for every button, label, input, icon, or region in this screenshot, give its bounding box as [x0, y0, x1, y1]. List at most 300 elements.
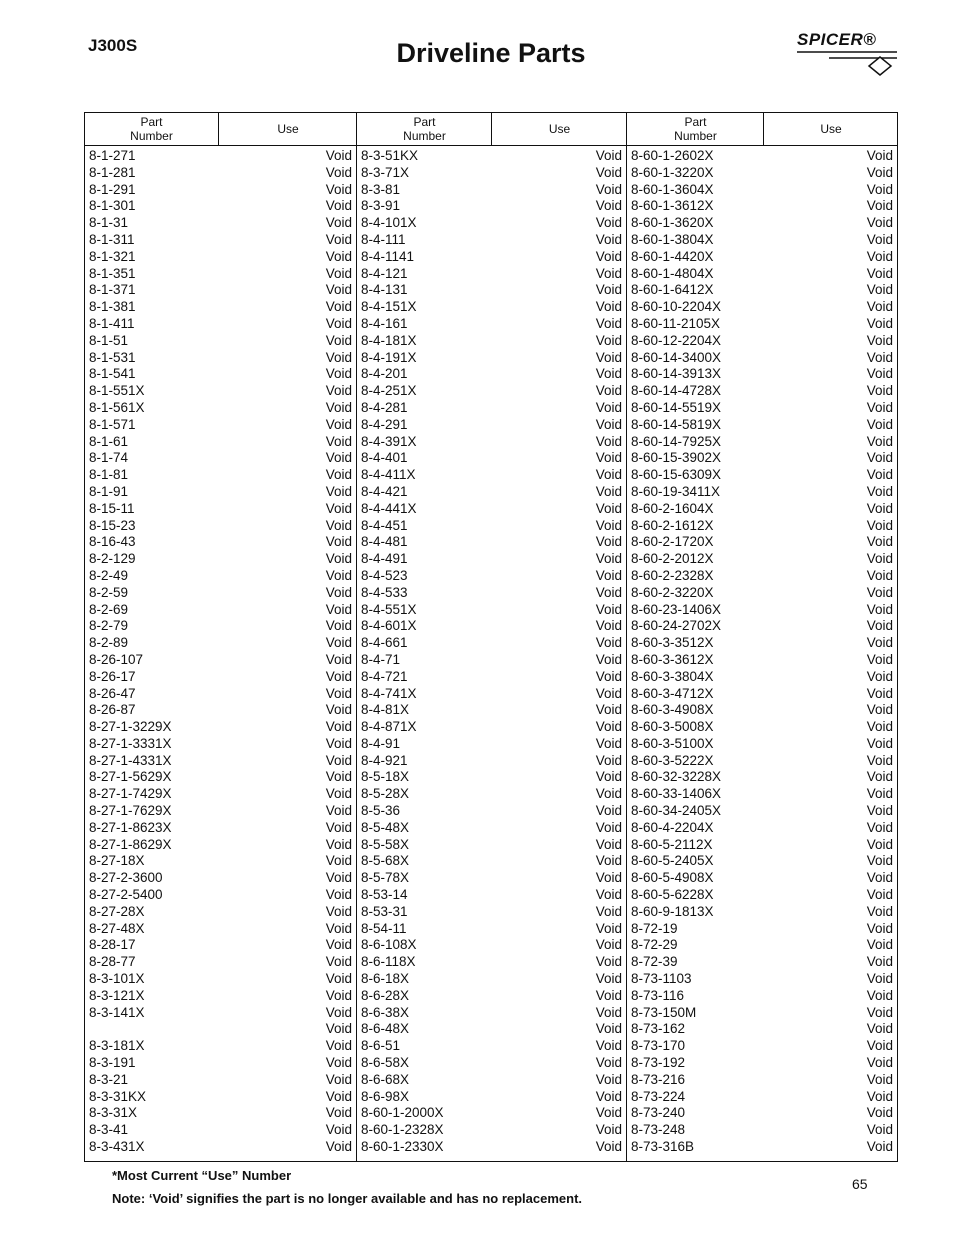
use-value: Void — [866, 702, 893, 718]
table-row — [627, 434, 897, 451]
part-number: 8-4-391X — [361, 433, 417, 449]
part-number: 8-1-311 — [89, 231, 135, 247]
part-number: 8-60-5-2405X — [631, 853, 714, 869]
part-number: 8-60-15-6309X — [631, 467, 722, 483]
part-number: 8-60-14-5519X — [631, 399, 722, 415]
table-row — [357, 887, 626, 904]
part-number: 8-4-201 — [361, 366, 408, 382]
table-row — [85, 1105, 356, 1122]
table-row — [357, 198, 626, 215]
use-value: Void — [866, 920, 893, 936]
table-row — [627, 1005, 897, 1022]
use-value: Void — [595, 315, 622, 331]
use-value: Void — [595, 248, 622, 264]
table-row — [627, 1139, 897, 1156]
column-header-part: Part Number — [130, 115, 173, 143]
use-value: Void — [595, 416, 622, 432]
use-value: Void — [595, 148, 622, 163]
use-value: Void — [595, 231, 622, 247]
use-value: Void — [866, 148, 893, 163]
part-number: 8-73-170 — [631, 1038, 686, 1054]
table-row — [357, 232, 626, 249]
use-value: Void — [325, 836, 352, 852]
use-value: Void — [595, 1021, 622, 1037]
use-value: Void — [866, 215, 893, 231]
table-row — [627, 400, 897, 417]
use-value: Void — [866, 366, 893, 382]
use-value: Void — [595, 786, 622, 802]
use-value: Void — [866, 231, 893, 247]
table-row — [357, 769, 626, 786]
document-code: J300S — [88, 36, 138, 55]
part-number: 8-2-59 — [89, 584, 129, 600]
use-value: Void — [325, 148, 352, 163]
use-value: Void — [595, 1122, 622, 1138]
use-value: Void — [325, 265, 352, 281]
table-row — [85, 316, 356, 333]
table-row — [85, 1005, 356, 1022]
table-row — [85, 669, 356, 686]
use-value: Void — [325, 735, 352, 751]
table-row — [627, 501, 897, 518]
part-number: 8-60-1-3220X — [631, 164, 714, 180]
use-value: Void — [595, 265, 622, 281]
use-value: Void — [866, 937, 893, 953]
use-value: Void — [325, 349, 352, 365]
use-value: Void — [866, 836, 893, 852]
table-row — [85, 837, 356, 854]
part-number: 8-60-2-1612X — [631, 517, 714, 533]
table-row — [357, 165, 626, 182]
use-value: Void — [866, 987, 893, 1003]
table-row — [357, 501, 626, 518]
part-number: 8-73-1103 — [631, 971, 692, 987]
use-value: Void — [866, 719, 893, 735]
table-row — [357, 518, 626, 535]
part-number: 8-60-1-3604X — [631, 181, 714, 197]
part-number: 8-5-36 — [361, 803, 401, 819]
part-number: 8-5-18X — [361, 769, 410, 785]
part-number: 8-53-31 — [361, 903, 408, 919]
table-row — [357, 702, 626, 719]
use-value: Void — [325, 819, 352, 835]
table-row — [627, 450, 897, 467]
part-number: 8-27-1-7429X — [89, 786, 172, 802]
use-value: Void — [595, 803, 622, 819]
part-number: 8-4-551X — [361, 601, 417, 617]
table-row — [627, 602, 897, 619]
use-value: Void — [325, 584, 352, 600]
part-number: 8-60-1-2000X — [361, 1105, 444, 1121]
part-number: 8-1-271 — [89, 148, 136, 163]
part-number: 8-73-162 — [631, 1021, 686, 1037]
table-row — [627, 1055, 897, 1072]
part-number: 8-60-19-3411X — [631, 483, 721, 499]
part-number: 8-15-11 — [89, 500, 135, 516]
part-number: 8-4-101X — [361, 215, 417, 231]
part-number: 8-60-24-2702X — [631, 618, 722, 634]
part-number: 8-1-381 — [89, 299, 136, 315]
part-number: 8-4-661 — [361, 635, 408, 651]
table-row — [627, 904, 897, 921]
void-note: Note: ‘Void’ signifies the part is no longer available and has no replacement. — [112, 1191, 583, 1206]
use-value: Void — [866, 584, 893, 600]
use-value: Void — [595, 1139, 622, 1155]
part-number: 8-60-14-5819X — [631, 416, 722, 432]
table-row — [627, 417, 897, 434]
use-value: Void — [325, 366, 352, 382]
use-value: Void — [325, 332, 352, 348]
part-number: 8-3-21 — [89, 1071, 129, 1087]
use-value: Void — [325, 870, 352, 886]
use-value: Void — [595, 987, 622, 1003]
part-number: 8-1-321 — [89, 248, 136, 264]
use-value: Void — [595, 500, 622, 516]
use-value: Void — [325, 971, 352, 987]
table-row — [357, 333, 626, 350]
part-number: 8-1-51 — [89, 332, 129, 348]
table-row — [627, 837, 897, 854]
part-number: 8-60-3-3804X — [631, 668, 714, 684]
table-row — [357, 1105, 626, 1122]
part-number: 8-60-14-3913X — [631, 366, 722, 382]
part-number: 8-60-1-2328X — [361, 1122, 444, 1138]
parts-column-1 — [85, 148, 356, 1156]
part-number: 8-15-23 — [89, 517, 136, 533]
table-row — [357, 568, 626, 585]
part-number: 8-4-181X — [361, 332, 417, 348]
part-number: 8-73-150M — [631, 1004, 697, 1020]
use-value: Void — [866, 635, 893, 651]
use-value: Void — [595, 752, 622, 768]
use-value: Void — [866, 433, 893, 449]
table-row — [85, 484, 356, 501]
table-row — [627, 299, 897, 316]
part-number: 8-72-29 — [631, 937, 678, 953]
part-number: 8-60-1-2602X — [631, 148, 714, 163]
part-number: 8-60-2-1720X — [631, 534, 714, 550]
table-row — [357, 585, 626, 602]
use-value: Void — [325, 903, 352, 919]
part-number: 8-4-291 — [361, 416, 408, 432]
table-row — [85, 602, 356, 619]
table-row — [85, 736, 356, 753]
table-row — [85, 803, 356, 820]
use-value: Void — [325, 467, 352, 483]
table-row — [85, 417, 356, 434]
use-value: Void — [325, 1105, 352, 1121]
table-row — [85, 148, 356, 165]
use-value: Void — [595, 635, 622, 651]
use-value: Void — [325, 651, 352, 667]
part-number: 8-2-79 — [89, 618, 129, 634]
parts-column-3 — [627, 148, 897, 1156]
table-row — [627, 366, 897, 383]
table-row — [627, 568, 897, 585]
part-number: 8-60-32-3228X — [631, 769, 722, 785]
table-row — [85, 954, 356, 971]
table-row — [357, 266, 626, 283]
use-value: Void — [866, 1088, 893, 1104]
part-number: 8-28-17 — [89, 937, 136, 953]
table-row — [627, 333, 897, 350]
part-number: 8-4-411X — [361, 467, 416, 483]
part-number: 8-60-15-3902X — [631, 450, 722, 466]
table-row — [357, 988, 626, 1005]
table-row — [627, 887, 897, 904]
part-number: 8-6-48X — [361, 1021, 410, 1037]
table-row — [357, 669, 626, 686]
part-number: 8-60-3-5008X — [631, 719, 714, 735]
table-row — [357, 719, 626, 736]
part-number: 8-60-3-4908X — [631, 702, 714, 718]
use-value: Void — [325, 315, 352, 331]
table-row — [85, 702, 356, 719]
part-number: 8-3-71X — [361, 164, 410, 180]
table-row — [357, 1139, 626, 1156]
table-row — [627, 853, 897, 870]
use-value: Void — [866, 467, 893, 483]
part-number: 8-3-31X — [89, 1105, 138, 1121]
use-value: Void — [595, 1088, 622, 1104]
use-value: Void — [866, 971, 893, 987]
use-value: Void — [866, 517, 893, 533]
table-row — [85, 467, 356, 484]
use-value: Void — [595, 887, 622, 903]
part-number: 8-60-9-1813X — [631, 903, 714, 919]
column-header-use: Use — [763, 113, 898, 145]
use-value: Void — [595, 920, 622, 936]
part-number: 8-16-43 — [89, 534, 136, 550]
part-number: 8-6-28X — [361, 987, 410, 1003]
use-value: Void — [595, 450, 622, 466]
part-number: 8-60-3-4712X — [631, 685, 714, 701]
column-header-part: Part Number — [626, 113, 764, 145]
part-number: 8-4-421 — [361, 483, 408, 499]
part-number: 8-60-1-2330X — [361, 1139, 444, 1155]
use-value: Void — [866, 887, 893, 903]
part-number: 8-60-3-5222X — [631, 752, 714, 768]
part-number: 8-6-38X — [361, 1004, 410, 1020]
use-value: Void — [866, 819, 893, 835]
table-row — [627, 148, 897, 165]
part-number: 8-27-1-4331X — [89, 752, 172, 768]
part-number: 8-60-5-2112X — [631, 836, 713, 852]
use-value: Void — [325, 685, 352, 701]
table-row — [627, 686, 897, 703]
table-row — [357, 1005, 626, 1022]
part-number: 8-1-571 — [89, 416, 136, 432]
table-row — [357, 450, 626, 467]
table-row — [85, 820, 356, 837]
use-value: Void — [325, 399, 352, 415]
part-number: 8-3-101X — [89, 971, 145, 987]
spicer-logo — [795, 30, 899, 76]
part-number: 8-5-78X — [361, 870, 410, 886]
table-row — [85, 971, 356, 988]
table-row — [357, 753, 626, 770]
use-value: Void — [325, 887, 352, 903]
use-value: Void — [866, 803, 893, 819]
use-value: Void — [325, 668, 352, 684]
part-number: 8-4-131 — [361, 282, 408, 298]
part-number: 8-4-451 — [361, 517, 408, 533]
part-number: 8-73-248 — [631, 1122, 686, 1138]
part-number: 8-73-224 — [631, 1088, 686, 1104]
table-row — [85, 635, 356, 652]
use-value: Void — [325, 752, 352, 768]
part-number: 8-4-921 — [361, 752, 408, 768]
use-value: Void — [866, 601, 893, 617]
column-header-use: Use — [491, 113, 627, 145]
table-row — [627, 266, 897, 283]
table-row — [627, 786, 897, 803]
table-row — [627, 534, 897, 551]
use-value: Void — [325, 1004, 352, 1020]
part-number: 8-60-3-5100X — [631, 735, 714, 751]
use-value: Void — [866, 315, 893, 331]
table-row — [85, 1122, 356, 1139]
table-row — [85, 434, 356, 451]
part-number: 8-27-18X — [89, 853, 145, 869]
use-value: Void — [325, 937, 352, 953]
use-value: Void — [595, 870, 622, 886]
part-number: 8-6-108X — [361, 937, 417, 953]
use-value: Void — [595, 551, 622, 567]
table-row — [85, 786, 356, 803]
use-value: Void — [595, 618, 622, 634]
part-number: 8-1-531 — [89, 349, 136, 365]
part-number: 8-26-17 — [89, 668, 136, 684]
use-value: Void — [866, 399, 893, 415]
part-number: 8-73-316B — [631, 1139, 695, 1155]
use-value: Void — [325, 635, 352, 651]
table-row — [85, 215, 356, 232]
table-row — [85, 400, 356, 417]
table-row — [627, 719, 897, 736]
part-number: 8-27-1-8623X — [89, 819, 172, 835]
table-row — [357, 686, 626, 703]
use-value: Void — [325, 383, 352, 399]
table-row — [627, 1089, 897, 1106]
part-number: 8-6-118X — [361, 954, 416, 970]
use-value: Void — [866, 164, 893, 180]
use-value: Void — [325, 920, 352, 936]
use-value: Void — [866, 954, 893, 970]
parts-table — [84, 112, 898, 1162]
use-value: Void — [866, 870, 893, 886]
table-row — [357, 904, 626, 921]
use-value: Void — [325, 198, 352, 214]
part-number: 8-60-1-3804X — [631, 231, 714, 247]
part-number: 8-4-533 — [361, 584, 408, 600]
table-row — [357, 1055, 626, 1072]
use-value: Void — [595, 685, 622, 701]
use-value: Void — [595, 584, 622, 600]
column-header-part: Part Number — [356, 113, 492, 145]
part-number: 8-73-192 — [631, 1055, 686, 1071]
use-value: Void — [325, 215, 352, 231]
part-number: 8-54-11 — [361, 920, 407, 936]
use-value: Void — [325, 517, 352, 533]
footnote: *Most Current “Use” Number — [112, 1168, 292, 1183]
use-value: Void — [595, 735, 622, 751]
part-number: 8-4-601X — [361, 618, 417, 634]
part-number: 8-27-48X — [89, 920, 145, 936]
part-number: 8-4-81X — [361, 702, 410, 718]
part-number: 8-3-91 — [361, 198, 401, 214]
use-value: Void — [866, 198, 893, 214]
use-value: Void — [595, 903, 622, 919]
use-value: Void — [325, 1038, 352, 1054]
table-row — [627, 383, 897, 400]
table-row — [357, 971, 626, 988]
use-value: Void — [595, 282, 622, 298]
part-number: 8-72-39 — [631, 954, 678, 970]
use-value: Void — [325, 786, 352, 802]
use-value: Void — [325, 551, 352, 567]
use-value: Void — [325, 954, 352, 970]
part-number: 8-53-14 — [361, 887, 408, 903]
table-row — [627, 249, 897, 266]
use-value: Void — [595, 534, 622, 550]
table-row — [85, 165, 356, 182]
use-value: Void — [595, 332, 622, 348]
use-value: Void — [595, 1055, 622, 1071]
use-value: Void — [325, 702, 352, 718]
part-number: 8-4-111 — [361, 231, 406, 247]
table-row — [85, 551, 356, 568]
table-row — [357, 937, 626, 954]
use-value: Void — [866, 282, 893, 298]
table-row — [357, 618, 626, 635]
part-number: 8-5-58X — [361, 836, 410, 852]
table-row — [85, 182, 356, 199]
part-number: 8-60-14-4728X — [631, 383, 722, 399]
part-number: 8-60-1-4804X — [631, 265, 714, 281]
part-number: 8-3-51KX — [361, 148, 419, 163]
use-value: Void — [866, 668, 893, 684]
part-number: 8-3-31KX — [89, 1088, 147, 1104]
table-row — [357, 467, 626, 484]
use-value: Void — [325, 282, 352, 298]
use-value: Void — [866, 1122, 893, 1138]
table-row — [627, 1105, 897, 1122]
use-value: Void — [325, 483, 352, 499]
part-number: 8-26-47 — [89, 685, 136, 701]
use-value: Void — [325, 1055, 352, 1071]
table-row — [357, 299, 626, 316]
use-value: Void — [866, 853, 893, 869]
use-value: Void — [866, 618, 893, 634]
part-number: 8-5-68X — [361, 853, 410, 869]
table-row — [85, 585, 356, 602]
table-row — [357, 736, 626, 753]
part-number: 8-27-1-3229X — [89, 719, 172, 735]
use-value: Void — [866, 1105, 893, 1121]
table-row — [85, 568, 356, 585]
use-value: Void — [595, 383, 622, 399]
table-row — [85, 266, 356, 283]
part-number: 8-1-291 — [89, 181, 136, 197]
part-number: 8-4-121 — [361, 265, 408, 281]
use-value: Void — [866, 567, 893, 583]
table-row — [357, 1122, 626, 1139]
use-value: Void — [325, 769, 352, 785]
table-row — [357, 1021, 626, 1038]
use-value: Void — [325, 567, 352, 583]
use-value: Void — [866, 903, 893, 919]
